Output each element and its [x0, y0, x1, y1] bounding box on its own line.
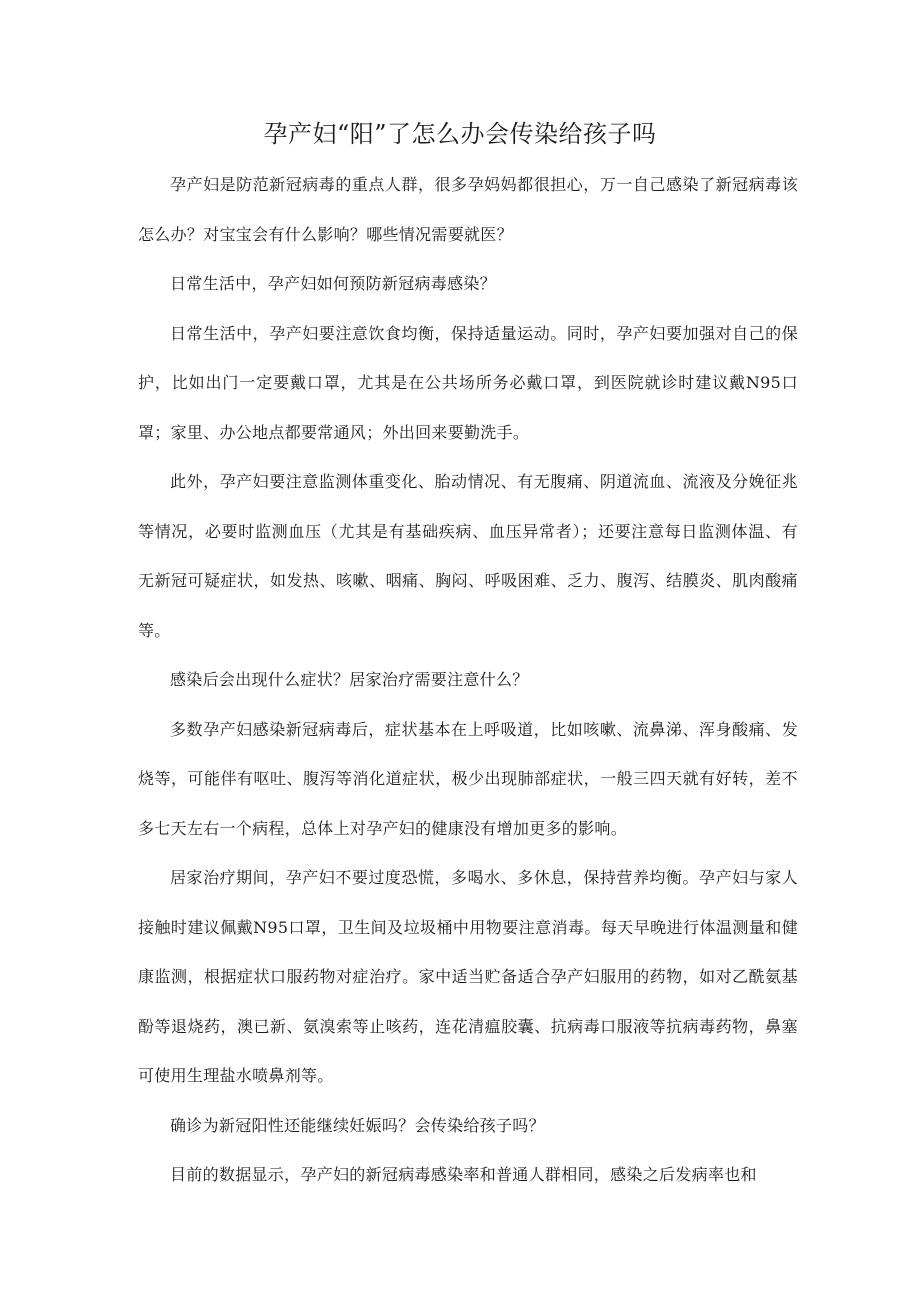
paragraph-prevention: 日常生活中，孕产妇要注意饮食均衡，保持适量运动。同时，孕产妇要加强对自己的保护，比如出门一定要戴口罩，尤其是在公共场所务必戴口罩，到医院就诊时建议戴N95口罩；家里、办公地点都要常通风；外出回来要勤洗手。: [138, 323, 798, 442]
document-body: [138, 160, 798, 1200]
paragraph-symptoms: 多数孕产妇感染新冠病毒后，症状基本在上呼吸道，比如咳嗽、流鼻涕、浑身酸痛、发烧等，可能伴有呕吐、腹泻等消化道症状，极少出现肺部症状，一般三四天就有好转，差不多七天左右一个病程，总体上对孕产妇的健康没有增加更多的影响。: [138, 719, 798, 838]
paragraph-monitoring: 此外，孕产妇要注意监测体重变化、胎动情况、有无腹痛、阴道流血、流液及分娩征兆等情况，必要时监测血压（尤其是有基础疾病、血压异常者）；还要注意每日监测体温、有无新冠可疑症状，如发热、咳嗽、咽痛、胸闷、呼吸困难、乏力、腹泻、结膜炎、肌肉酸痛等。: [138, 472, 798, 640]
paragraph-heading-symptoms: 感染后会出现什么症状？居家治疗需要注意什么？: [170, 670, 529, 689]
paragraph-data: 目前的数据显示，孕产妇的新冠病毒感染率和普通人群相同，感染之后发病率也和: [170, 1165, 757, 1184]
document-title: 孕产妇“阳”了怎么办会传染给孩子吗: [263, 120, 657, 148]
paragraph-heading-prevention: 日常生活中，孕产妇如何预防新冠病毒感染？: [170, 274, 497, 293]
paragraph-home-treatment: 居家治疗期间，孕产妇不要过度恐慌，多喝水、多休息，保持营养均衡。孕产妇与家人接触时建议佩戴N95口罩，卫生间及垃圾桶中用物要注意消毒。每天早晚进行体温测量和健康监测，根据症状口服药物对症治疗。家中适当贮备适合孕产妇服用的药物，如对乙酰氨基酚等退烧药，澳已新、氨溴索等止咳药，连花清瘟胶囊、抗病毒口服液等抗病毒药物，鼻塞可使用生理盐水喷鼻剂等。: [138, 868, 798, 1085]
paragraph-intro: 孕产妇是防范新冠病毒的重点人群，很多孕妈妈都很担心，万一自己感染了新冠病毒该怎么办？对宝宝会有什么影响？哪些情况需要就医？: [138, 175, 798, 244]
paragraph-heading-pregnancy: 确诊为新冠阳性还能继续妊娠吗？会传染给孩子吗？: [170, 1115, 545, 1135]
